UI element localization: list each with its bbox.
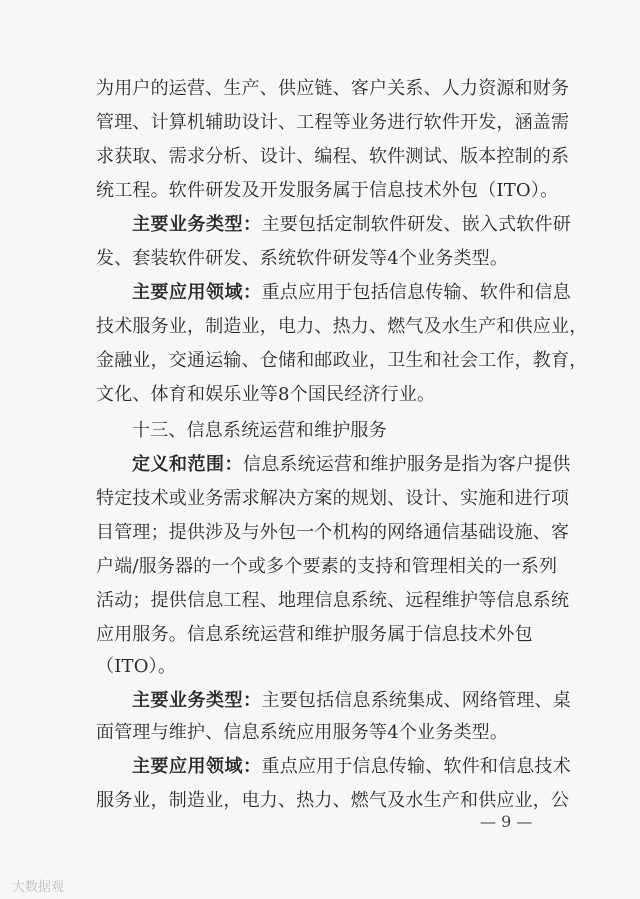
- paragraph-text: 重点应用于信息传输、软件和信息技术: [261, 756, 571, 777]
- paragraph-line: 管理、计算机辅助设计、工程等业务进行软件开发，涵盖需: [96, 112, 570, 133]
- paragraph-line: （ITO）。: [96, 656, 177, 677]
- paragraph-text: 主要包括定制软件研发、嵌入式软件研: [261, 214, 571, 235]
- paragraph-line: 特定技术或业务需求解决方案的规划、设计、实施和进行项: [96, 488, 570, 509]
- page-number: — 9 —: [480, 812, 533, 831]
- paragraph-line: [132, 282, 584, 304]
- paragraph-line: 面管理与维护、信息系统应用服务等4个业务类型。: [96, 722, 509, 743]
- paragraph-line: 为用户的运营、生产、供应链、客户关系、人力资源和财务: [96, 78, 570, 99]
- paragraph-line: 文化、体育和娱乐业等8个国民经济行业。: [96, 384, 436, 405]
- paragraph-line: 金融业，交通运输、仓储和邮政业，卫生和社会工作，教育，: [96, 350, 588, 371]
- paragraph-line: [132, 214, 584, 236]
- paragraph-line: 户端/服务器的一个或多个要素的支持和管理相关的一系列: [96, 556, 558, 577]
- section-label: 定义和范围：: [132, 454, 243, 475]
- paragraph-line: 发、套装软件研发、系统软件研发等4个业务类型。: [96, 248, 509, 269]
- paragraph-line: 技术服务业，制造业，电力、热力、燃气及水生产和供应业，: [96, 316, 588, 337]
- section-label: 主要应用领域：: [132, 282, 262, 303]
- watermark-logo: 大数据观: [12, 880, 65, 895]
- section-label: 主要应用领域：: [132, 756, 262, 777]
- paragraph-text: 主要包括信息系统集成、网络管理、桌: [261, 690, 571, 711]
- paragraph-line: [132, 454, 584, 476]
- section-heading: 十三、信息系统运营和维护服务: [132, 420, 387, 441]
- paragraph-line: 服务业，制造业，电力、热力、燃气及水生产和供应业，公: [96, 790, 570, 811]
- section-label: 主要业务类型：: [132, 690, 262, 711]
- paragraph-line: 活动；提供信息工程、地理信息系统、远程维护等信息系统: [96, 590, 570, 611]
- paragraph-text: 信息系统运营和维护服务是指为客户提供: [243, 454, 571, 475]
- section-label: 主要业务类型：: [132, 214, 262, 235]
- paragraph-line: 统工程。软件研发及开发服务属于信息技术外包（ITO）。: [96, 180, 559, 201]
- paragraph-line: 应用服务。信息系统运营和维护服务属于信息技术外包: [96, 624, 533, 645]
- paragraph-line: [132, 690, 584, 712]
- paragraph-line: [132, 756, 584, 778]
- paragraph-text: 重点应用于包括信息传输、软件和信息: [261, 282, 571, 303]
- paragraph-line: 目管理；提供涉及与外包一个机构的网络通信基础设施、客: [96, 522, 570, 543]
- paragraph-line: 求获取、需求分析、设计、编程、软件测试、版本控制的系: [96, 146, 570, 167]
